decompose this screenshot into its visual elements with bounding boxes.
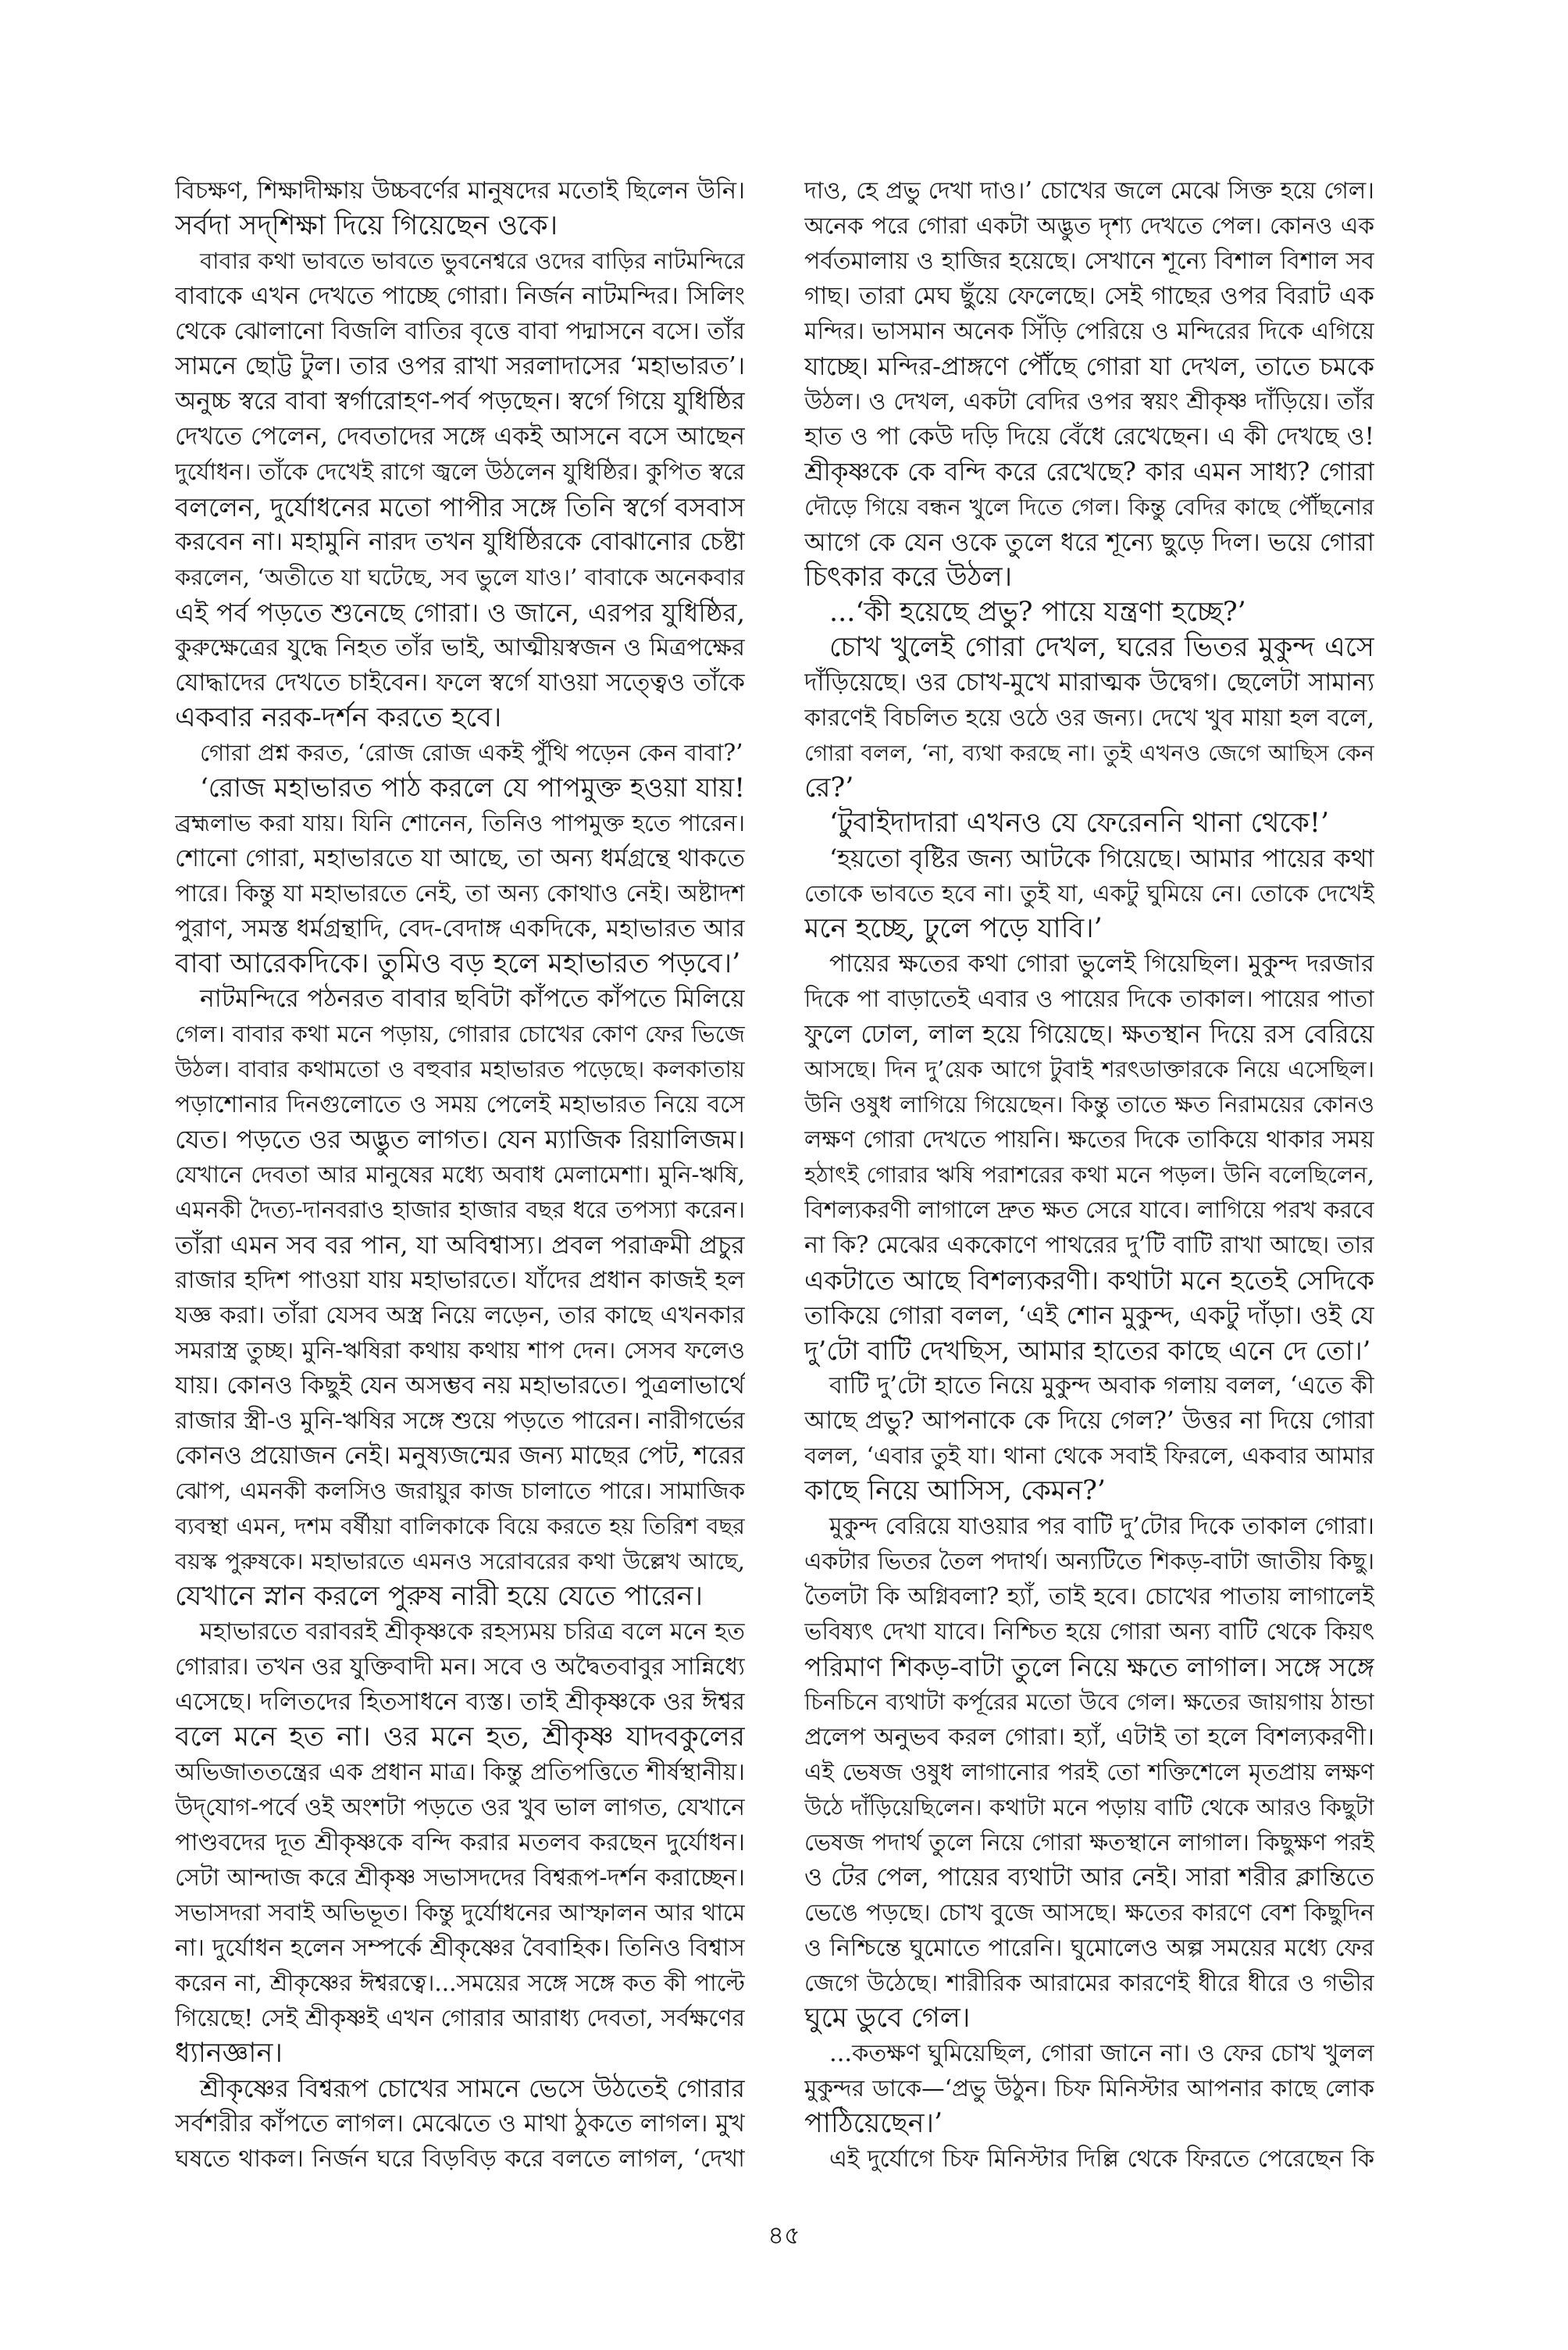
text-line: পর্বতমালায় ও হাজির হয়েছে। সেখানে শূন্যে বিশাল বিশাল সব [804,248,1374,275]
text-line: থেকে ঝোলানো বিজলি বাতির বৃত্তে বাবা পদ্মাসনে বসে। তাঁর [175,318,745,345]
text-line: শ্রীকৃষ্ণকে কে বন্দি করে রেখেছে? কার এমন সাধ্য? গোরা [804,457,1374,487]
text-line: যেখানে দেবতা আর মানুষের মধ্যে অবাধ মেলামেশা। মুনি-ঋষি, [175,1161,745,1188]
text-line: ও নিশ্চিন্তে ঘুমোতে পারেনি। ঘুমোলেও অল্প সময়ের মধ্যে ফের [804,1935,1374,1962]
text-line: আসছে। দিন দু’য়েক আগে টুবাই শরৎডাক্তারকে নিয়ে এসেছিল। [804,1056,1374,1082]
text-line: আছে প্রভু? আপনাকে কে দিয়ে গেল?’ উত্তর না দিয়ে গোরা [804,1407,1374,1435]
text-line: একটার ভিতর তৈল পদার্থ। অন্যটিতে শিকড়-বাটা জাতীয় কিছু। [804,1548,1374,1574]
text-line: করলেন, ‘অতীতে যা ঘটেছে, সব ভুলে যাও।’ বাবাকে অনেকবার [175,564,745,590]
text-line: পরিমাণ শিকড়-বাটা তুলে নিয়ে ক্ষতে লাগাল। সঙ্গে সঙ্গে [804,1652,1374,1682]
text-line: ব্রহ্মলাভ করা যায়। যিনি শোনেন, তিনিও পাপমুক্ত হতে পারেন। [175,810,745,836]
text-line: গিয়েছে! সেই শ্রীকৃষ্ণই এখন গোরার আরাধ্য দেবতা, সর্বক্ষণের [175,2005,745,2032]
text-line: গেল। বাবার কথা মনে পড়ায়, গোরার চোখের কোণ ফের ভিজে [175,1021,745,1047]
text-line: বিশল্যকরণী লাগালে দ্রুত ক্ষত সেরে যাবে। লাগিয়ে পরখ করবে [804,1196,1374,1223]
text-line: বয়স্ক পুরুষকে। মহাভারতে এমনও সরোবরের কথা উল্লেখ আছে, [175,1548,745,1574]
text-line: হাত ও পা কেউ দড়ি দিয়ে বেঁধে রেখেছেন। এ কী দেখছে ও! [804,423,1374,451]
text-line: দিকে পা বাড়াতেই এবার ও পায়ের দিকে তাকাল। পায়ের পাতা [804,986,1374,1013]
text-line: না কি? মেঝের এককোণে পাথরের দু’টি বাটি রাখা আছে। তার [804,1232,1374,1259]
text-line: ভেঙে পড়ছে। চোখ বুজে আসছে। ক্ষতের কারণে বেশ কিছুদিন [804,1899,1374,1927]
paragraph-first-line: ...কতক্ষণ ঘুমিয়েছিল, গোরা জানে না। ও ফের চোখ খুলল [829,2040,1374,2067]
text-line: অভিজাততন্ত্রের এক প্রধান মাত্র। কিন্তু প্রতিপত্তিতে শীর্ষস্থানীয়। [175,1759,745,1786]
text-line: ঘষতে থাকল। নির্জন ঘরে বিড়বিড় করে বলতে লাগল, ‘দেখা [175,2145,745,2173]
text-line: ব্যবস্থা এমন, দশম বর্ষীয়া বালিকাকে বিয়ে করতে হয় তিরিশ বছর [175,1513,745,1539]
text-line: যেত। পড়তে ওর অদ্ভুত লাগত। যেন ম্যাজিক রিয়ালিজম। [175,1125,745,1154]
text-line: কুরুক্ষেত্রের যুদ্ধে নিহত তাঁর ভাই, আত্মীয়স্বজন ও মিত্রপক্ষের [175,634,745,661]
text-line: সেটা আন্দাজ করে শ্রীকৃষ্ণ সভাসদদের বিশ্বরূপ-দর্শন করাচ্ছেন। [175,1864,745,1892]
text-line: সর্বশরীর কাঁপতে লাগল। মেঝেতে ও মাথা ঠুকতে লাগল। মুখ [175,2109,745,2138]
text-line: যেখানে স্নান করলে পুরুষ নারী হয়ে যেতে পারেন। [175,1581,704,1612]
text-line: উঠল। ও দেখল, একটা বেদির ওপর স্বয়ং শ্রীকৃষ্ণ দাঁড়িয়ে। তাঁর [804,388,1374,415]
text-line: তোকে ভাবতে হবে না। তুই যা, একটু ঘুমিয়ে নে। তোকে দেখেই [804,880,1374,907]
text-line: লক্ষণ গোরা দেখতে পায়নি। ক্ষতের দিকে তাকিয়ে থাকার সময় [804,1126,1374,1154]
text-line: ভবিষ্যৎ দেখা যাবে। নিশ্চিত হয়ে গোরা অন্য বাটি থেকে কিয়ৎ [804,1618,1374,1646]
paragraph-first-line: ...‘কী হয়েছে প্রভু? পায়ে যন্ত্রণা হচ্ছে?’ [829,597,1246,628]
text-line: মনে হচ্ছে, ঢুলে পড়ে যাবি।’ [804,913,1103,944]
text-line: চিৎকার করে উঠল। [804,562,1013,593]
text-line: কাছে নিয়ে আসিস, কেমন?’ [804,1475,1106,1507]
page-number: ৪৫ [768,2220,800,2250]
text-line: সর্বদা সদ্‌শিক্ষা দিয়ে গিয়েছেন ওকে। [175,210,558,241]
text-line: ঝোপ, এমনকী কলসিও জরায়ুর কাজ চালাতে পারে। সামাজিক [175,1478,745,1504]
text-line: রে?’ [804,772,854,804]
text-line: দৌড়ে গিয়ে বন্ধন খুলে দিতে গেল। কিন্তু বেদির কাছে পৌঁছনোর [804,494,1374,520]
text-line: দেখতে পেলেন, দেবতাদের সঙ্গে একই আসনে বসে আছেন [175,423,745,451]
text-line: কোনও প্রয়োজন নেই। মনুষ্যজন্মের জন্য মাছের পেট, শরের [175,1442,745,1470]
paragraph-first-line: বাবার কথা ভাবতে ভাবতে ভুবনেশ্বরে ওদের বাড়ির নাটমন্দিরে [200,248,745,274]
text-line: শোনো গোরা, মহাভারতে যা আছে, তা অন্য ধর্মগ্রন্থে থাকতে [175,844,745,872]
text-line: অনেক পরে গোরা একটা অদ্ভুত দৃশ্য দেখতে পেল। কোনও এক [804,212,1374,239]
text-line: দাও, হে প্রভু দেখা দাও।’ চোখের জলে মেঝে সিক্ত হয়ে গেল। [804,177,1374,205]
paragraph-first-line: গোরা প্রশ্ন করত, ‘রোজ রোজ একই পুঁথি পড়েন কেন বাবা?’ [200,740,743,766]
text-line: উনি ওষুধ লাগিয়ে গিয়েছেন। কিন্তু তাতে ক্ষত নিরাময়ের কোনও [804,1091,1374,1118]
paragraph-first-line: মুকুন্দ বেরিয়ে যাওয়ার পর বাটি দু’টোর দিকে তাকাল গোরা। [829,1513,1374,1540]
text-line: এসেছে। দলিতদের হিতসাধনে ব্যস্ত। তাই শ্রীকৃষ্ণকে ওর ঈশ্বর [175,1688,745,1716]
paragraph-first-line: ‘টুবাইদাদারা এখনও যে ফেরেননি থানা থেকে!’ [829,808,1330,839]
text-line: সভাসদরা সবাই অভিভূত। কিন্তু দুর্যোধনের আস্ফালন আর থামে [175,1899,745,1926]
text-line: গোরা বলল, ‘না, ব্যথা করছে না। তুই এখনও জেগে আছিস কেন [804,740,1374,766]
text-line: তাঁরা এমন সব বর পান, যা অবিশ্বাস্য। প্রবল পরাক্রমী প্রচুর [175,1230,745,1260]
text-line: জেগে উঠেছে। শারীরিক আরামের কারণেই ধীরে ধীরে ও গভীর [804,1970,1374,1996]
text-line: একবার নরক-দর্শন করতে হবে। [175,702,502,733]
text-line: অনুচ্চ স্বরে বাবা স্বর্গারোহণ-পর্ব পড়ছেন। স্বর্গে গিয়ে যুধিষ্ঠির [175,387,745,415]
paragraph-first-line: চোখ খুলেই গোরা দেখল, ঘরের ভিতর মুকুন্দ এসে [829,632,1374,663]
text-line: দু’টো বাটি দেখছিস, আমার হাতের কাছে এনে দে তো।’ [804,1335,1371,1366]
paragraph-first-line: এই দুর্যোগে চিফ মিনিস্টার দিল্লি থেকে ফিরতে পেরেছেন কি [829,2145,1374,2173]
text-line: যায়। কোনও কিছুই যেন অসম্ভব নয় মহাভারতে। পুত্রলাভার্থে [175,1371,745,1400]
text-line: বাবা আরেকদিকে। তুমিও বড় হলে মহাভারত পড়বে।’ [175,948,741,979]
text-line: রাজার হদিশ পাওয়া যায় মহাভারতে। যাঁদের প্রধান কাজই হল [175,1267,745,1294]
text-line: ও টের পেল, পায়ের ব্যথাটা আর নেই। সারা শরীর ক্লান্তিতে [804,1863,1374,1892]
text-line: উঠে দাঁড়িয়েছিলেন। কথাটা মনে পড়ায় বাটি থেকে আরও কিছুটা [804,1794,1374,1820]
text-line: পাঠিয়েছেন।’ [804,2108,943,2139]
text-line: যাচ্ছে। মন্দির-প্রাঙ্গণে পৌঁছে গোরা যা দেখল, তাতে চমকে [804,351,1374,381]
text-line: করবেন না। মহামুনি নারদ তখন যুধিষ্ঠিরকে বোঝানোর চেষ্টা [175,528,745,556]
text-line: এমনকী দৈত্য-দানবরাও হাজার হাজার বছর ধরে তপস্যা করেন। [175,1196,745,1223]
text-line: ধ্যানজ্ঞান। [175,2038,283,2069]
text-line: ঘুমে ডুবে গেল। [804,2002,971,2034]
text-line: হঠাৎই গোরার ঋষি পরাশরের কথা মনে পড়ল। উনি বলেছিলেন, [804,1161,1374,1188]
text-line: মুকুন্দর ডাকে—‘প্রভু উঠুন। চিফ মিনিস্টার আপনার কাছে লোক [804,2075,1374,2102]
text-line: একটাতে আছে বিশল্যকরণী। কথাটা মনে হতেই সেদিকে [804,1265,1374,1296]
text-line: তৈলটা কি অগ্নিবলা? হ্যাঁ, তাই হবে। চোখের পাতায় লাগালেই [804,1583,1374,1610]
text-line: সমরাস্ত্র তুচ্ছ। মুনি-ঋষিরা কথায় কথায় শাপ দেন। সেসব ফলেও [175,1337,745,1364]
text-line: সামনে ছোট্ট টুল। তার ওপর রাখা সরলাদাসের ‘মহাভারত’। [175,352,745,380]
paragraph-first-line: নাটমন্দিরে পঠনরত বাবার ছবিটা কাঁপতে কাঁপতে মিলিয়ে [200,985,745,1013]
text-line: ভেষজ পদার্থ তুলে নিয়ে গোরা ক্ষতস্থানে লাগাল। কিছুক্ষণ পরই [804,1829,1374,1856]
text-line: তাকিয়ে গোরা বলল, ‘এই শোন মুকুন্দ, একটু দাঁড়া। ওই যে [804,1300,1374,1330]
right-text-column [804,173,1374,2177]
text-line: দুর্যোধন। তাঁকে দেখেই রাগে জ্বলে উঠলেন যুধিষ্ঠির। কুপিত স্বরে [175,458,745,485]
text-line: পড়াশোনার দিনগুলোতে ও সময় পেলেই মহাভারত নিয়ে বসে [175,1091,745,1118]
text-line: পারে। কিন্তু যা মহাভারতে নেই, তা অন্য কোথাও নেই। অষ্টাদশ [175,880,745,908]
paragraph-first-line: ‘রোজ মহাভারত পাঠ করলে যে পাপমুক্ত হওয়া যায়! [200,772,745,804]
text-line: এই পর্ব পড়তে শুনেছে গোরা। ও জানে, এরপর যুধিষ্ঠির, [175,597,745,628]
text-line: গোরার। তখন ওর যুক্তিবাদী মন। সবে ও অদ্বৈতবাবুর সান্নিধ্যে [175,1653,745,1681]
text-line: যোদ্ধাদের দেখতে চাইবেন। ফলে স্বর্গে যাওয়া সত্ত্বেও তাঁকে [175,669,745,697]
text-line: কারণেই বিচলিত হয়ে ওঠে ওর জন্য। দেখে খুব মায়া হল বলে, [804,704,1374,732]
paragraph-first-line: মহাভারতে বরাবরই শ্রীকৃষ্ণকে রহস্যময় চরিত্র বলে মনে হত [200,1618,745,1646]
text-line: বলে মনে হত না। ওর মনে হত, শ্রীকৃষ্ণ যাদবকুলের [175,1721,745,1753]
text-line: এই ভেষজ ওষুধ লাগানোর পরই তো শক্তিশেলে মৃতপ্রায় লক্ষণ [804,1759,1374,1785]
text-line: বলল, ‘এবার তুই যা। থানা থেকে সবাই ফিরলে, একবার আমার [804,1442,1374,1469]
text-line: রাজার স্ত্রী-ও মুনি-ঋষির সঙ্গে শুয়ে পড়তে পারেন। নারীগর্ভের [175,1407,745,1435]
text-line: পুরাণ, সমস্ত ধর্মগ্রন্থাদি, বেদ-বেদাঙ্গ একদিকে, মহাভারত আর [175,915,745,943]
paragraph-first-line: বাটি দু’টো হাতে নিয়ে মুকুন্দ অবাক গলায় বলল, ‘এতে কী [829,1372,1374,1400]
paragraph-first-line: শ্রীকৃষ্ণের বিশ্বরূপ চোখের সামনে ভেসে উঠতেই গোরার [200,2074,745,2103]
left-text-column [175,173,745,2177]
text-line: মন্দির। ভাসমান অনেক সিঁড়ি পেরিয়ে ও মন্দিরের দিকে এগিয়ে [804,318,1374,345]
text-line: বললেন, দুর্যোধনের মতো পাপীর সঙ্গে তিনি স্বর্গে বসবাস [175,492,745,522]
text-line: আগে কে যেন ওকে তুলে ধরে শূন্যে ছুড়ে দিল। ভয়ে গোরা [804,527,1374,557]
text-line: উঠল। বাবার কথামতো ও বহুবার মহাভারত পড়েছে। কলকাতায় [175,1056,745,1082]
text-line: উদ্‌যোগ-পর্বে ওই অংশটা পড়তে ওর খুব ভাল লাগত, যেখানে [175,1794,745,1821]
text-line: চিনচিনে ব্যথাটা কর্পূরের মতো উবে গেল। ক্ষতের জায়গায় ঠান্ডা [804,1689,1374,1715]
text-line: করেন না, শ্রীকৃষ্ণের ঈশ্বরত্বে।...সময়ের সঙ্গে সঙ্গে কত কী পাল্টে [175,1970,745,1996]
text-line: ফুলে ঢোল, লাল হয়ে গিয়েছে। ক্ষতস্থান দিয়ে রস বেরিয়ে [804,1019,1374,1049]
text-line: গাছ। তারা মেঘ ছুঁয়ে ফেলেছে। সেই গাছের ওপর বিরাট এক [804,282,1374,310]
paragraph-first-line: ‘হয়তো বৃষ্টির জন্য আটকে গিয়েছে। আমার পায়ের কথা [829,843,1374,873]
text-line: দাঁড়িয়েছে। ওর চোখ-মুখে মারাত্মক উদ্বেগ। ছেলেটা সামান্য [804,669,1374,697]
text-line: বাবাকে এখন দেখতে পাচ্ছে গোরা। নির্জন নাটমন্দির। সিলিং [175,282,745,310]
text-line: পাণ্ডবদের দূত শ্রীকৃষ্ণকে বন্দি করার মতলব করছেন দুর্যোধন। [175,1829,745,1856]
paragraph-first-line: পায়ের ক্ষতের কথা গোরা ভুলেই গিয়েছিল। মুকুন্দ দরজার [829,950,1374,978]
text-line: না। দুর্যোধন হলেন সম্পর্কে শ্রীকৃষ্ণের বৈবাহিক। তিনিও বিশ্বাস [175,1935,745,1962]
text-line: যজ্ঞ করা। তাঁরা যেসব অস্ত্র নিয়ে লড়েন, তার কাছে এখনকার [175,1302,745,1329]
text-line: বিচক্ষণ, শিক্ষাদীক্ষায় উচ্চবর্ণের মানুষদের মতোই ছিলেন উনি। [175,177,745,205]
text-line: প্রলেপ অনুভব করল গোরা। হ্যাঁ, এটাই তা হলে বিশল্যকরণী। [804,1724,1374,1751]
